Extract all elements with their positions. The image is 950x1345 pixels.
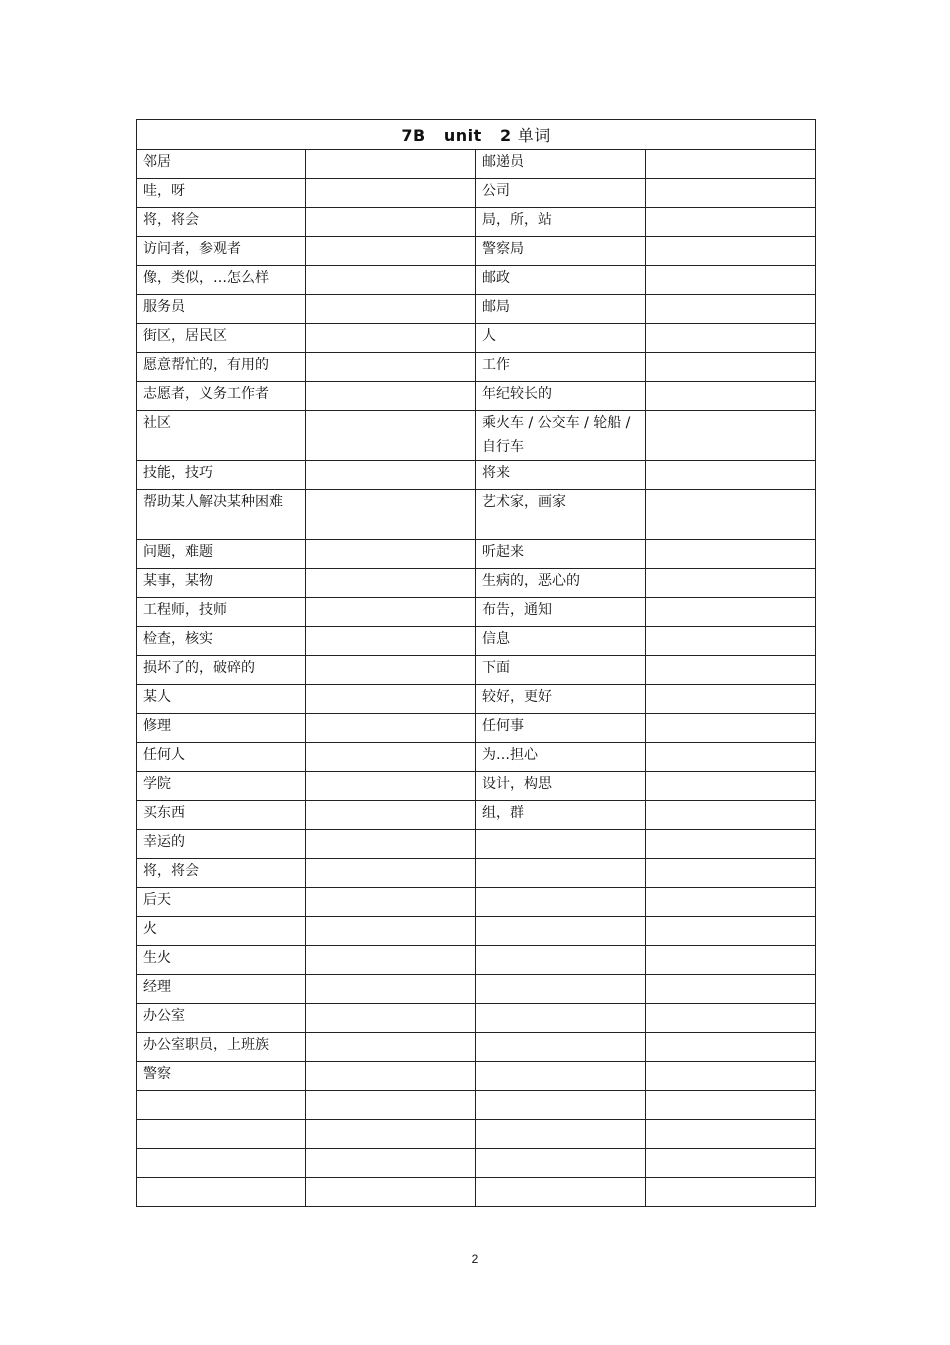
left-term-cn: 生火 [137,946,306,975]
right-term-cn [476,1178,646,1207]
right-term-cn: 听起来 [476,540,646,569]
table-row [137,1120,816,1149]
table-row [137,859,816,888]
right-answer-blank[interactable] [646,917,816,946]
right-answer-blank[interactable] [646,569,816,598]
table-row [137,917,816,946]
left-term-cn: 技能，技巧 [137,461,306,490]
table-row [137,295,816,324]
table-row [137,627,816,656]
left-term-cn: 像，类似，…怎么样 [137,266,306,295]
table-row [137,179,816,208]
left-term-cn: 街区，居民区 [137,324,306,353]
left-term-cn: 某事，某物 [137,569,306,598]
title-row [137,120,816,150]
left-term-cn: 办公室职员，上班族 [137,1033,306,1062]
table-title [137,120,816,150]
table-row [137,540,816,569]
table-row [137,382,816,411]
right-term-cn: 乘火车 / 公交车 / 轮船 / 自行车 [476,411,646,461]
left-term-cn: 学院 [137,772,306,801]
left-term-cn [137,1120,306,1149]
left-term-cn: 服务员 [137,295,306,324]
table-row [137,411,816,461]
left-term-cn: 问题，难题 [137,540,306,569]
right-term-cn [476,859,646,888]
left-term-cn: 后天 [137,888,306,917]
left-term-cn: 任何人 [137,743,306,772]
table-row [137,1091,816,1120]
right-term-cn: 警察局 [476,237,646,266]
table-row [137,1033,816,1062]
left-term-cn: 愿意帮忙的，有用的 [137,353,306,382]
left-answer-blank[interactable] [306,627,476,656]
right-answer-blank[interactable] [646,656,816,685]
left-answer-blank[interactable] [306,1091,476,1120]
left-answer-blank[interactable] [306,208,476,237]
vocabulary-table [136,119,816,1207]
right-answer-blank[interactable] [646,150,816,179]
left-term-cn: 将，将会 [137,208,306,237]
right-answer-blank[interactable] [646,1033,816,1062]
right-answer-blank[interactable] [646,801,816,830]
left-answer-blank[interactable] [306,1062,476,1091]
right-answer-blank[interactable] [646,1178,816,1207]
right-answer-blank[interactable] [646,772,816,801]
right-term-cn: 生病的，恶心的 [476,569,646,598]
right-term-cn [476,1062,646,1091]
right-term-cn [476,1149,646,1178]
table-row [137,975,816,1004]
left-term-cn: 办公室 [137,1004,306,1033]
left-answer-blank[interactable] [306,975,476,1004]
left-answer-blank[interactable] [306,1149,476,1178]
right-answer-blank[interactable] [646,266,816,295]
table-row [137,1149,816,1178]
right-answer-blank[interactable] [646,598,816,627]
right-term-cn: 信息 [476,627,646,656]
table-body [137,150,816,1207]
right-answer-blank[interactable] [646,830,816,859]
left-answer-blank[interactable] [306,324,476,353]
right-answer-blank[interactable] [646,237,816,266]
table-row [137,1004,816,1033]
left-answer-blank[interactable] [306,801,476,830]
right-answer-blank[interactable] [646,685,816,714]
right-answer-blank[interactable] [646,382,816,411]
left-answer-blank[interactable] [306,946,476,975]
right-answer-blank[interactable] [646,324,816,353]
table-row [137,946,816,975]
table-row [137,888,816,917]
right-term-cn [476,1120,646,1149]
left-answer-blank[interactable] [306,411,476,461]
right-term-cn: 组，群 [476,801,646,830]
left-answer-blank[interactable] [306,237,476,266]
right-answer-blank[interactable] [646,975,816,1004]
table-row [137,656,816,685]
left-answer-blank[interactable] [306,295,476,324]
table-row [137,150,816,179]
right-answer-blank[interactable] [646,179,816,208]
left-answer-blank[interactable] [306,714,476,743]
table-row [137,714,816,743]
right-answer-blank[interactable] [646,946,816,975]
right-term-cn: 年纪较长的 [476,382,646,411]
table-row [137,772,816,801]
left-answer-blank[interactable] [306,382,476,411]
table-row [137,598,816,627]
left-term-cn: 访问者，参观者 [137,237,306,266]
left-term-cn [137,1149,306,1178]
left-answer-blank[interactable] [306,888,476,917]
left-term-cn: 志愿者，义务工作者 [137,382,306,411]
right-answer-blank[interactable] [646,627,816,656]
right-answer-blank[interactable] [646,1004,816,1033]
left-answer-blank[interactable] [306,772,476,801]
right-term-cn: 邮政 [476,266,646,295]
left-answer-blank[interactable] [306,266,476,295]
left-answer-blank[interactable] [306,917,476,946]
table-row [137,266,816,295]
table-row [137,353,816,382]
left-term-cn: 哇，呀 [137,179,306,208]
right-answer-blank[interactable] [646,1062,816,1091]
right-term-cn [476,888,646,917]
right-term-cn: 下面 [476,656,646,685]
table-row [137,830,816,859]
title-en: 7B unit 2 [401,126,512,145]
table-row [137,324,816,353]
table-row [137,569,816,598]
left-answer-blank[interactable] [306,540,476,569]
right-term-cn: 局，所，站 [476,208,646,237]
left-term-cn: 将，将会 [137,859,306,888]
table-row [137,801,816,830]
right-term-cn: 工作 [476,353,646,382]
left-term-cn: 经理 [137,975,306,1004]
right-answer-blank[interactable] [646,353,816,382]
right-term-cn [476,1033,646,1062]
left-term-cn: 损坏了的，破碎的 [137,656,306,685]
title-cn: 单词 [517,126,551,145]
right-answer-blank[interactable] [646,411,816,461]
table-row [137,685,816,714]
left-term-cn: 警察 [137,1062,306,1091]
left-answer-blank[interactable] [306,353,476,382]
right-term-cn: 设计，构思 [476,772,646,801]
left-answer-blank[interactable] [306,598,476,627]
right-term-cn: 邮局 [476,295,646,324]
left-term-cn: 买东西 [137,801,306,830]
table-row [137,208,816,237]
left-answer-blank[interactable] [306,1004,476,1033]
right-term-cn [476,830,646,859]
left-answer-blank[interactable] [306,656,476,685]
left-answer-blank[interactable] [306,1033,476,1062]
left-term-cn: 帮助某人解决某种困难 [137,490,306,540]
table-row [137,237,816,266]
left-term-cn [137,1091,306,1120]
right-answer-blank[interactable] [646,1149,816,1178]
right-answer-blank[interactable] [646,540,816,569]
left-answer-blank[interactable] [306,859,476,888]
right-answer-blank[interactable] [646,208,816,237]
right-term-cn [476,917,646,946]
left-term-cn: 某人 [137,685,306,714]
left-answer-blank[interactable] [306,569,476,598]
left-term-cn: 修理 [137,714,306,743]
left-term-cn: 火 [137,917,306,946]
table-row [137,1178,816,1207]
right-answer-blank[interactable] [646,714,816,743]
right-term-cn: 公司 [476,179,646,208]
left-answer-blank[interactable] [306,830,476,859]
right-answer-blank[interactable] [646,1120,816,1149]
right-term-cn [476,1091,646,1120]
right-term-cn: 较好，更好 [476,685,646,714]
table-row [137,461,816,490]
right-term-cn: 人 [476,324,646,353]
right-term-cn [476,946,646,975]
page-number: 2 [471,1252,479,1266]
right-answer-blank[interactable] [646,295,816,324]
right-term-cn: 布告，通知 [476,598,646,627]
right-answer-blank[interactable] [646,461,816,490]
left-answer-blank[interactable] [306,743,476,772]
right-term-cn [476,975,646,1004]
table-row [137,490,816,540]
left-answer-blank[interactable] [306,490,476,540]
right-term-cn: 为…担心 [476,743,646,772]
right-answer-blank[interactable] [646,743,816,772]
left-term-cn: 检查，核实 [137,627,306,656]
table-row [137,743,816,772]
left-term-cn: 幸运的 [137,830,306,859]
left-term-cn: 邻居 [137,150,306,179]
left-term-cn: 工程师，技师 [137,598,306,627]
left-answer-blank[interactable] [306,179,476,208]
right-term-cn: 任何事 [476,714,646,743]
left-term-cn [137,1178,306,1207]
right-term-cn: 邮递员 [476,150,646,179]
right-term-cn: 艺术家，画家 [476,490,646,540]
left-answer-blank[interactable] [306,461,476,490]
left-answer-blank[interactable] [306,1120,476,1149]
left-answer-blank[interactable] [306,1178,476,1207]
right-answer-blank[interactable] [646,490,816,540]
right-answer-blank[interactable] [646,888,816,917]
right-term-cn: 将来 [476,461,646,490]
right-answer-blank[interactable] [646,859,816,888]
left-answer-blank[interactable] [306,685,476,714]
right-term-cn [476,1004,646,1033]
left-answer-blank[interactable] [306,150,476,179]
table-row [137,1062,816,1091]
right-answer-blank[interactable] [646,1091,816,1120]
left-term-cn: 社区 [137,411,306,461]
